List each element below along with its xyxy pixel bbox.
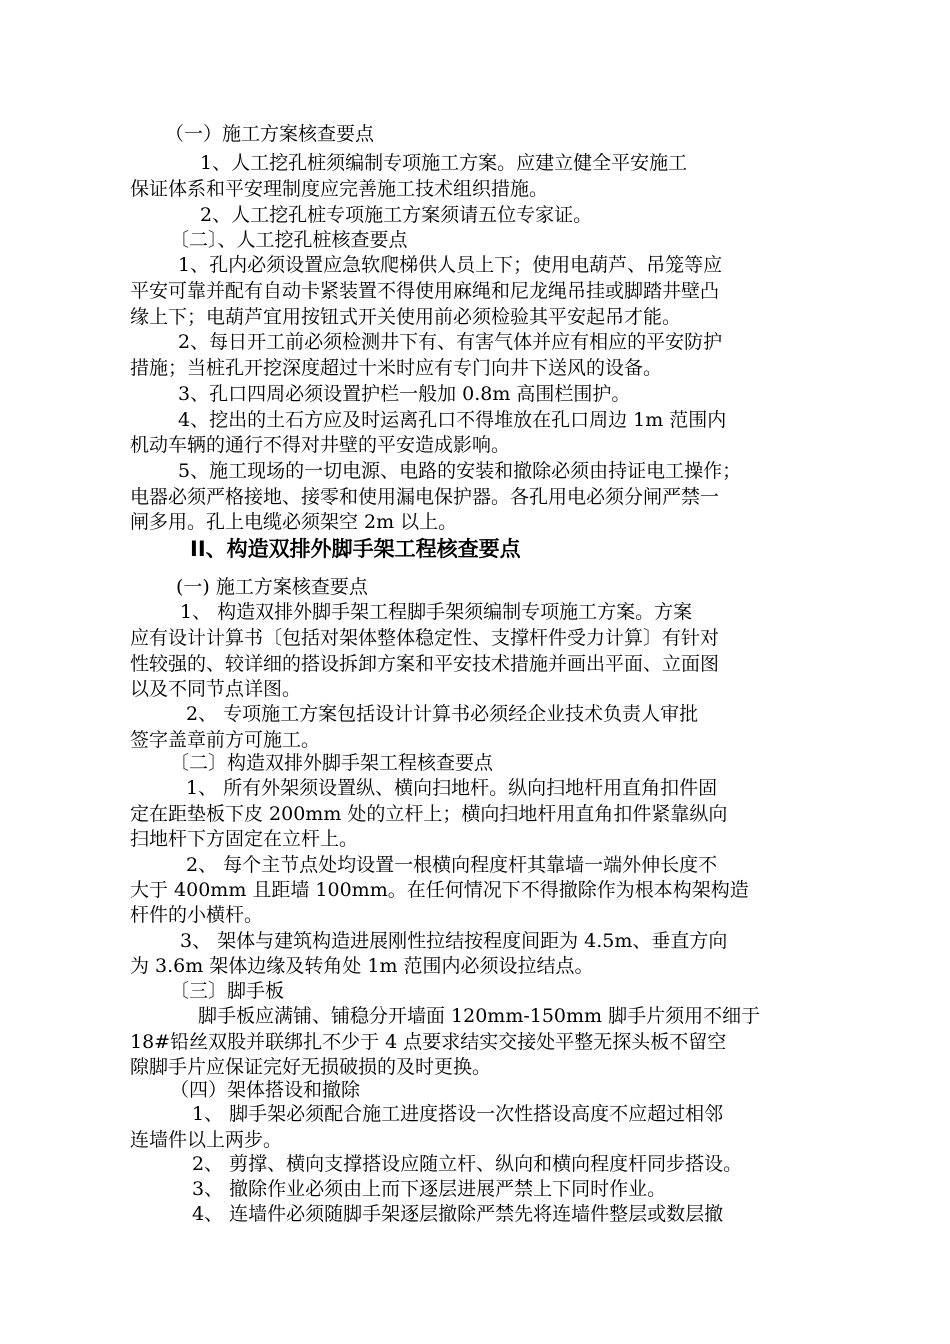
paragraph-line: 1、人工挖孔桩须编制专项施工方案。应建立健全平安施工	[200, 152, 688, 174]
paragraph-line: 应有设计计算书〔包括对架体整体稳定性、支撑杆件受力计算〕有针对	[130, 627, 720, 649]
paragraph-line: 4、 连墙件必须随脚手架逐层撤除严禁先将连墙件整层或数层撤	[192, 1203, 724, 1225]
paragraph-line: 1、 脚手架必须配合施工进度搭设一次性搭设高度不应超过相邻	[192, 1103, 724, 1125]
paragraph-line: 1、 所有外架须设置纵、横向扫地杆。纵向扫地杆用直角扣件固	[186, 777, 718, 799]
paragraph-line: 杆件的小横杆。	[130, 904, 264, 926]
paragraph-line: 5、施工现场的一切电源、电路的安装和撤除必须由持证电工操作；	[178, 460, 742, 482]
paragraph-line: 2、每日开工前必须检测井下有、有害气体并应有相应的平安防护	[178, 331, 723, 353]
subsection-title-plan-check: （一）施工方案核查要点	[165, 123, 375, 145]
paragraph-line: 3、孔口四周必须设置护栏一般加 0.8m 高围栏围护。	[178, 383, 631, 405]
paragraph-line: 3、 撤除作业必须由上而下逐层进展严禁上下同时作业。	[192, 1178, 667, 1200]
paragraph-line: 脚手板应满铺、铺稳分开墙面 120mm-150mm 脚手片须用不细于	[198, 1005, 761, 1027]
paragraph-line: 为 3.6m 架体边缘及转角处 1m 范围内必须设拉结点。	[130, 955, 594, 977]
subsection-title-pile-check: 〔二〕、人工挖孔桩核查要点	[170, 229, 408, 251]
paragraph-line: 定在距垫板下皮 200mm 处的立杆上；横向扫地杆用直角扣件紧靠纵向	[130, 803, 728, 825]
paragraph-line: 18#铅丝双股并联绑扎不少于 4 点要求结实交接处平整无探头板不留空	[130, 1031, 727, 1053]
paragraph-line: 2、人工挖孔桩专项施工方案须请五位专家证。	[200, 204, 593, 226]
paragraph-line: 以及不同节点详图。	[130, 678, 302, 700]
paragraph-line: 性较强的、较详细的搭设拆卸方案和平安技术措施并画出平面、立面图	[130, 653, 720, 675]
paragraph-line: 4、挖出的土石方应及时运离孔口不得堆放在孔口周边 1m 范围内	[178, 409, 727, 431]
subsection-title-erect-dismantle: （四）架体搭设和撤除	[170, 1079, 361, 1101]
paragraph-line: 2、 专项施工方案包括设计计算书必须经企业技术负责人审批	[186, 703, 699, 725]
paragraph-line: 保证体系和平安理制度应完善施工技术组织措施。	[130, 178, 549, 200]
paragraph-line: 闸多用。孔上电缆必须架空 2m 以上。	[130, 511, 458, 533]
paragraph-line: 平安可靠并配有自动卡紧装置不得使用麻绳和尼龙绳吊挂或脚踏井壁凸	[130, 280, 720, 302]
paragraph-line: 电器必须严格接地、接零和使用漏电保护器。各孔用电必须分闸严禁一	[130, 486, 720, 508]
section-heading: II、构造双排外脚手架工程核查要点	[190, 537, 521, 561]
paragraph-line: 签字盖章前方可施工。	[130, 729, 321, 751]
paragraph-line: 隙脚手片应保证完好无损破损的及时更换。	[130, 1056, 492, 1078]
paragraph-line: 大于 400mm 且距墙 100mm。在任何情况下不得撤除作为根本构架构造	[130, 879, 749, 901]
paragraph-line: 2、 每个主节点处均设置一根横向程度杆其靠墙一端外伸长度不	[186, 854, 718, 876]
paragraph-line: 3、 架体与建筑构造进展刚性拉结按程度间距为 4.5m、垂直方向	[180, 930, 728, 952]
paragraph-line: 1、 构造双排外脚手架工程脚手架须编制专项施工方案。方案	[180, 601, 693, 623]
paragraph-line: 扫地杆下方固定在立杆上。	[130, 828, 359, 850]
subsection-title-scaffold-board: 〔三〕脚手板	[170, 980, 285, 1002]
paragraph-line: 1、孔内必须设置应急软爬梯供人员上下；使用电葫芦、吊笼等应	[178, 254, 723, 276]
paragraph-line: 2、 剪撑、横向支撑搭设应随立杆、纵向和横向程度杆同步搭设。	[192, 1153, 743, 1175]
subsection-title-plan-check: (一) 施工方案核查要点	[176, 576, 368, 598]
paragraph-line: 连墙件以上两步。	[130, 1129, 283, 1151]
paragraph-line: 措施；当桩孔开挖深度超过十米时应有专门向井下送风的设备。	[130, 357, 663, 379]
subsection-title-scaffold-check: 〔二〕构造双排外脚手架工程核查要点	[170, 752, 494, 774]
paragraph-line: 机动车辆的通行不得对井壁的平安造成影响。	[130, 434, 511, 456]
paragraph-line: 缘上下；电葫芦宜用按钮式开关使用前必须检验其平安起吊才能。	[130, 306, 682, 328]
